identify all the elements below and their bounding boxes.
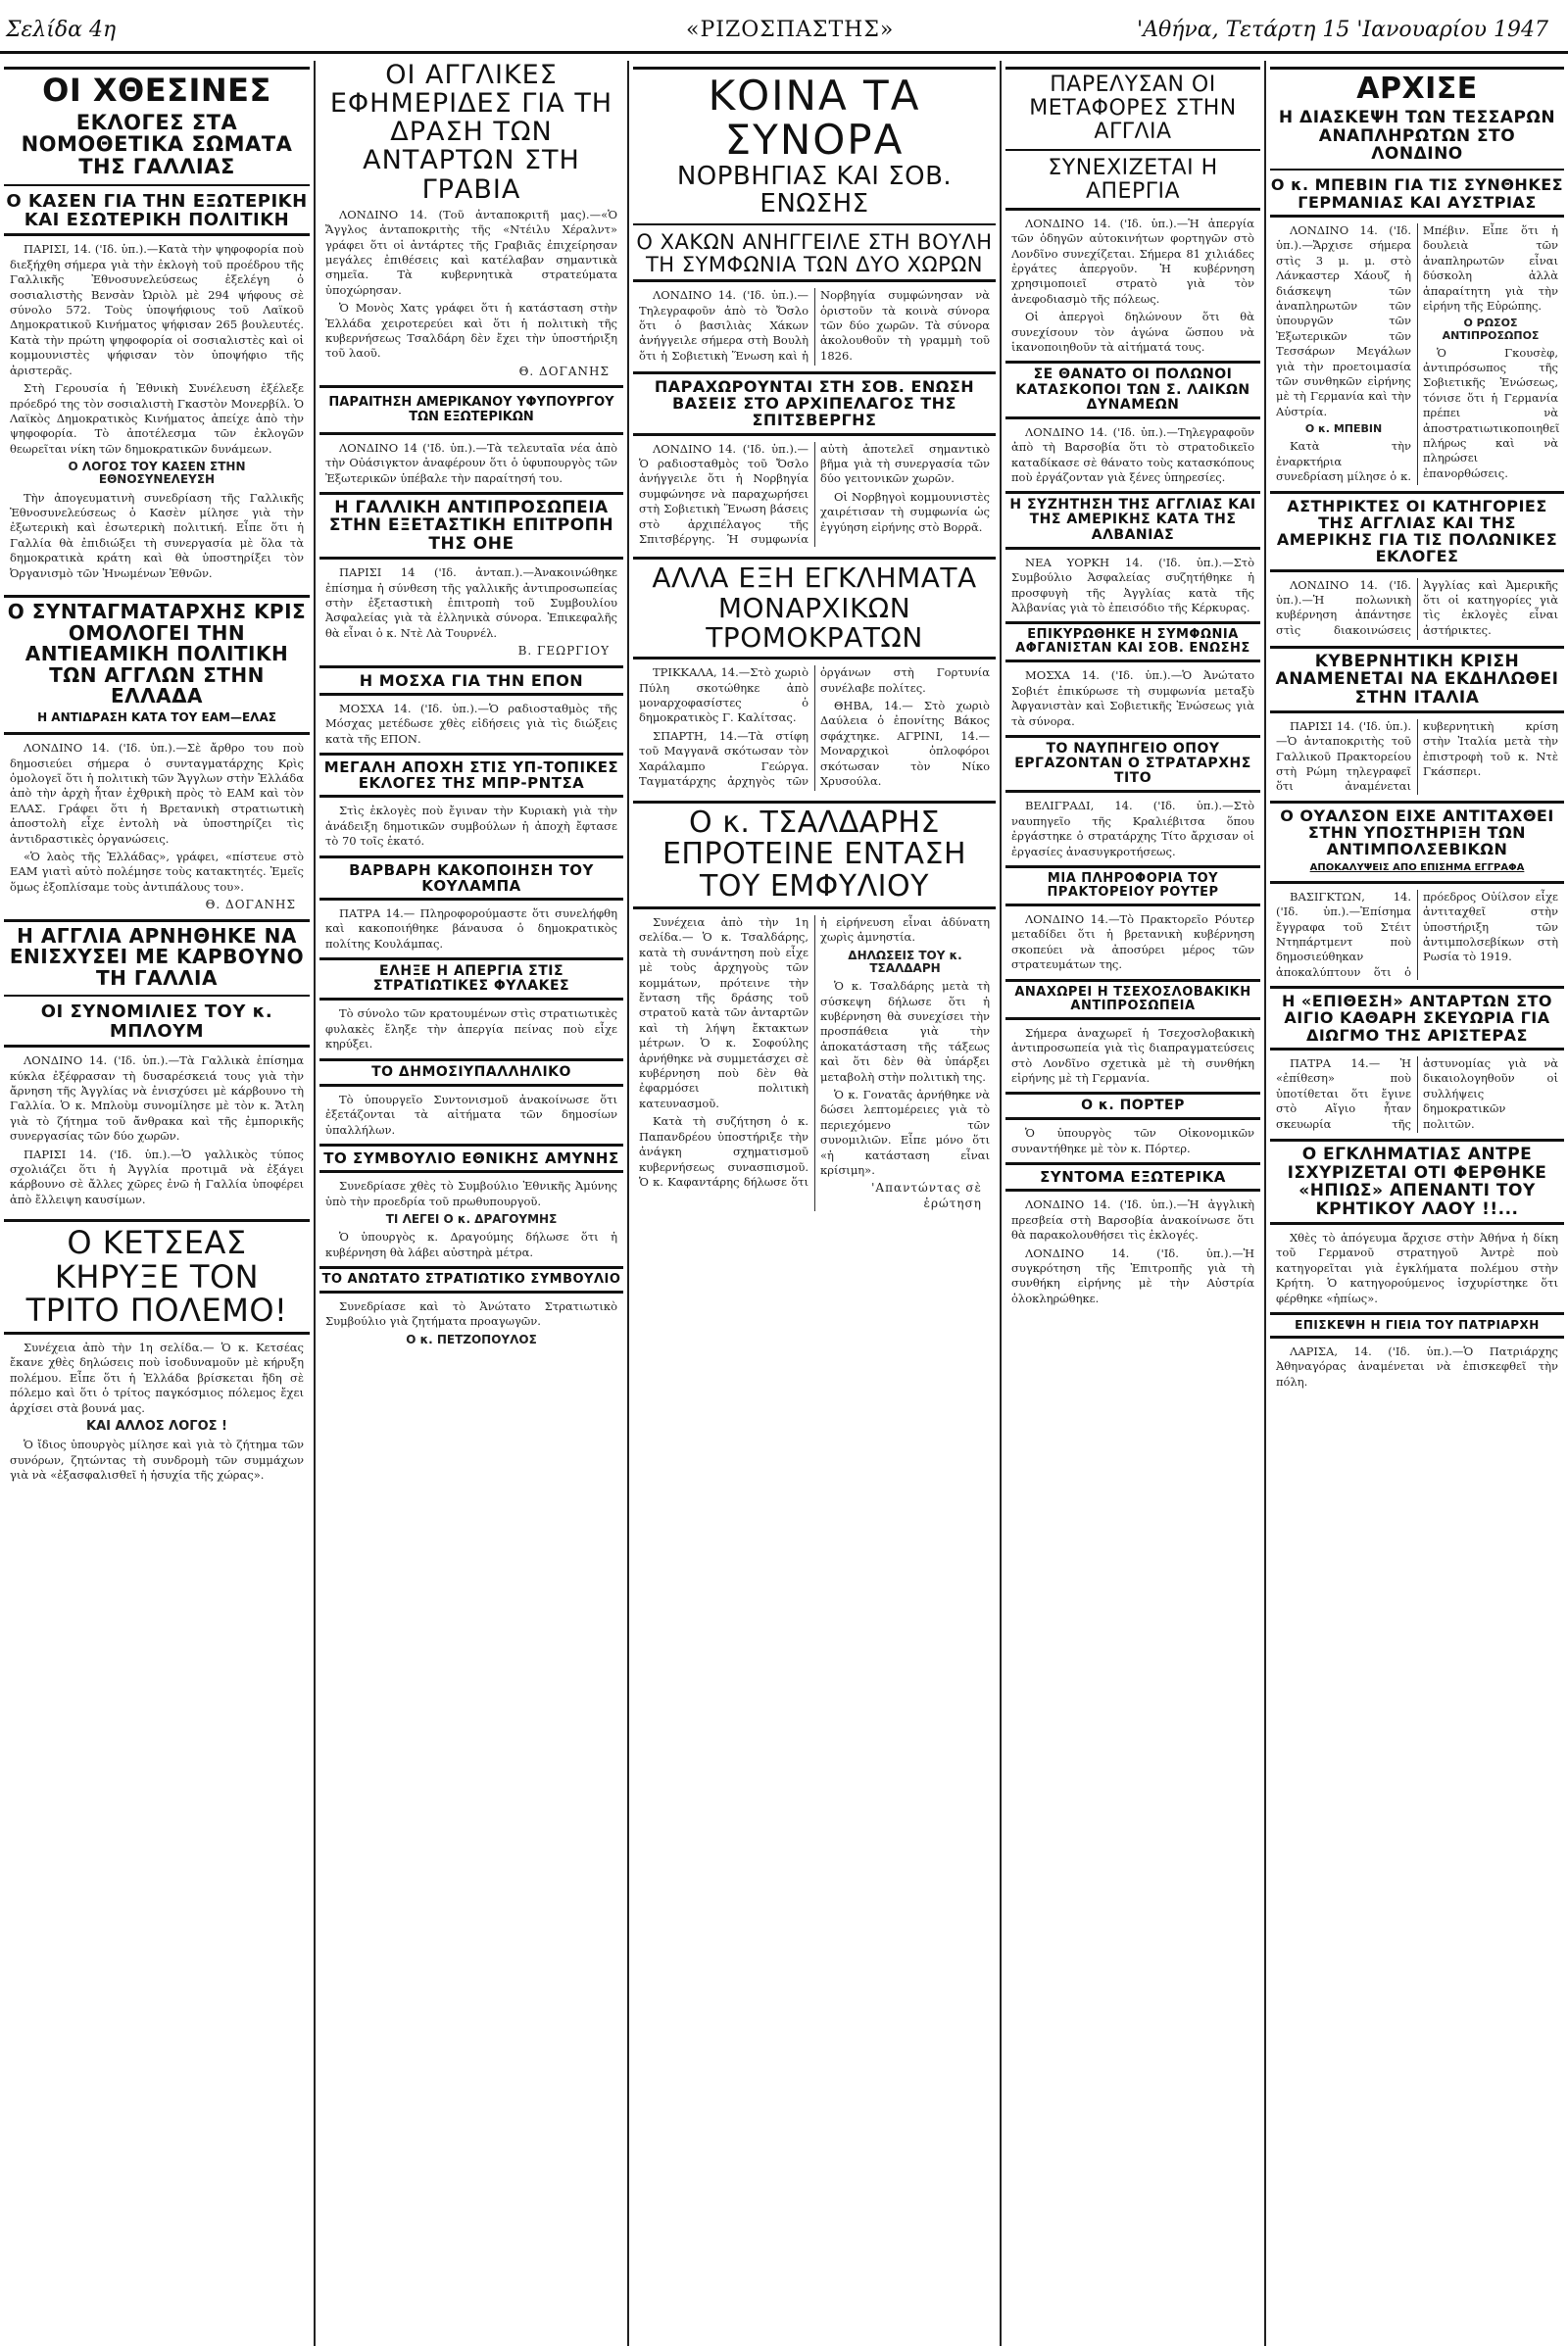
article-czech-delegation <box>1005 979 1260 1020</box>
headline: ΠΑΡΑΙΤΗΣΗ ΑΜΕΡΙΚΑΝΟΥ ΥΦΥΠΟΥΡΓΟΥ ΤΩΝ ΕΞΩΤΕΡΙΚΩΝ <box>328 395 614 424</box>
article-body: ΛΟΝΔΙΝΟ 14. ('Ιδ. ὑπ.).—Τηλεγραφοῦν ἀπὸ τὸ Ὄσλο ὅτι ὁ βασιλιὰς Χάκων ἀνήγγειλε σήμερα στὴ Βουλὴ ὅτι ἡ Σοβιετικὴ Ἕνωση καὶ ἡ Νορβηγία συμφώνησαν νὰ ὁριστοῦν τὰ κοινὰ σύνορα τῶν δύο χωρῶν. Τὰ σύνορα ἀκολουθοῦν τὴ γραμμὴ τοῦ 1826. <box>639 288 990 363</box>
column-5: ΑΡΧΙΣΕ Η ΔΙΑΣΚΕΨΗ ΤΩΝ ΤΕΣΣΑΡΩΝ ΑΝΑΠΛΗΡΩΤΩΝ ΣΤΟ ΛΟΝΔΙΝΟ Ο κ. ΜΠΕΒΙΝ ΓΙΑ ΤΙΣ ΣΥΝΘΗΚΕΣ ΓΕΡΜΑΝΙΑΣ ΚΑΙ ΑΥΣΤΡΙΑΣ ΛΟΝΔΙΝΟ 14. ('Ιδ. ὑπ.).—Ἄρχισε σήμερα στὶς 3 μ. μ. στὸ Λάνκαστερ Χάουζ ἡ διάσκεψη τῶν ἀναπληρωτῶν τῶν ὑπουργῶν τῶν Ἐξωτερικῶν τῶν Τεσσάρων Μεγάλων γιὰ τὴν προετοιμασία τῶν συνθηκῶν εἰρήνης μὲ τὴ Γερμανία καὶ τὴν Αὐστρία. Ο κ. ΜΠΕΒΙΝ Κατὰ τὴν ἐναρκτήρια συνεδρίαση μίλησε ὁ κ. Μπέβιν. Εἶπε ὅτι ἡ δουλειὰ τῶν ἀναπληρωτῶν εἶναι δύσκολη ἀλλὰ ἀπαραίτητη γιὰ τὴν εἰρήνη τῆς Εὐρώπης. Ο ΡΩΣΟΣ ΑΝΤΙΠΡΟΣΩΠΟΣ Ὁ Γκουσὲφ, ἀντιπρόσωπος τῆς Σοβιετικῆς Ἑνώσεως, τόνισε ὅτι ἡ Γερμανία πρέπει νὰ ἀποστρατιωτικοποιηθεῖ πλήρως καὶ νὰ πληρώσει ἐπανορθώσεις. ΑΣΤΗΡΙΚΤΕΣ ΟΙ ΚΑΤΗΓΟΡΙΕΣ ΤΗΣ ΑΓΓΛΙΑΣ ΚΑΙ ΤΗΣ ΑΜΕΡΙΚΗΣ ΓΙΑ ΤΙΣ ΠΟΛΩΝΙΚΕΣ ΕΚΛΟΓΕΣ ΛΟΝΔΙΝΟ 14. ('Ιδ. ὑπ.).—Ἡ πολωνικὴ κυβέρνηση ἀπάντησε στὶς διακοινώσεις Ἀγγλίας καὶ Ἀμερικῆς ὅτι οἱ κατηγορίες γιὰ τὶς ἐκλογὲς εἶναι ἀστήρικτες. ΚΥΒΕΡΝΗΤΙΚΗ ΚΡΙΣΗ ΑΝΑΜΕΝΕΤΑΙ ΝΑ ΕΚΔΗΛΩΘΕΙ ΣΤΗΝ ΙΤΑΛΙΑ ΠΑΡΙΣΙ 14. ('Ιδ. ὑπ.).—Ὁ ἀνταποκριτὴς τοῦ Γαλλικοῦ Πρακτορείου στὴ Ρώμη τηλεγραφεῖ ὅτι ἀναμένεται κυβερνητικὴ κρίση στὴν Ἰταλία μετὰ τὴν ἐπιστροφὴ τοῦ κ. Ντὲ Γκάσπερι. Ο ΟΥΑΛΣΟΝ ΕΙΧΕ ΑΝΤΙΤΑΧΘΕΙ ΣΤΗΝ ΥΠΟΣΤΗΡΙΞΗ ΤΩΝ ΑΝΤΙΜΠΟΛΣΕΒΙΚΩΝ ΑΠΟΚΑΛΥΨΕΙΣ ΑΠΟ ΕΠΙΣΗΜΑ ΕΓΓΡΑΦΑ ΒΑΣΙΓΚΤΩΝ, 14. ('Ιδ. ὑπ.).—Ἐπίσημα ἔγγραφα τοῦ Στέιτ Ντηπάρτμεντ ποὺ δημοσιεύθηκαν ἀποκαλύπτουν ὅτι ὁ πρόεδρος Οὐίλσον εἶχε ἀντιταχθεῖ στὴν ὑποστήριξη τῶν ἀντιμπολσεβίκων στὴ Ρωσία τὸ 1919. Η «ΕΠΙΘΕΣΗ» ΑΝΤΑΡΤΩΝ ΣΤΟ ΑΙΓΙΟ ΚΑΘΑΡΗ ΣΚΕΥΩΡΙΑ ΓΙΑ ΔΙΩΓΜΟ ΤΗΣ ΑΡΙΣΤΕΡΑΣ ΠΑΤΡΑ 14.— Ἡ «ἐπίθεση» ποὺ ὑποτίθεται ὅτι ἔγινε στὸ Αἴγιο ἦταν σκευωρία τῆς ἀστυνομίας γιὰ νὰ δικαιολογηθοῦν οἱ συλλήψεις δημοκρατικῶν πολιτῶν. Ο ΕΓΚΛΗΜΑΤΙΑΣ ΑΝΤΡΕ ΙΣΧΥΡΙΖΕΤΑΙ ΟΤΙ ΦΕΡΘΗΚΕ «ΗΠΙΩΣ» ΑΠΕΝΑΝΤΙ ΤΟΥ ΚΡΗΤΙΚΟΥ ΛΑΟΥ !!... Χθὲς τὸ ἀπόγευμα ἄρχισε στὴν Ἀθήνα ἡ δίκη τοῦ Γερμανοῦ στρατηγοῦ Ἀντρὲ ποὺ κατηγορεῖται γιὰ ἐγκλήματα πολέμου στὴν Κρήτη. Ὁ κατηγορούμενος ἰσχυρίστηκε ὅτι φέρθηκε «ἠπίως». ΕΠΙΣΚΕΨΗ Η ΓΙΕΙΑ ΤΟΥ ΠΑΤΡΙΑΡΧΗ ΛΑΡΙΣΑ, 14. ('Ιδ. ὑπ.).—Ὁ Πατριάρχης Ἀθηναγόρας ἀναμένεται νὰ ἐπισκεφθεῖ τὴν πόλη. <box>1270 61 1564 2346</box>
column-1 <box>4 61 310 2346</box>
article-polish-spies <box>1005 361 1260 418</box>
column-4: ΠΑΡΕΛΥΣΑΝ ΟΙ ΜΕΤΑΦΟΡΕΣ ΣΤΗΝ ΑΓΓΛΙΑ ΣΥΝΕΧΙΖΕΤΑΙ Η ΑΠΕΡΓΙΑ ΛΟΝΔΙΝΟ 14. ('Ιδ. ὑπ.).—Ἡ ἀπεργία τῶν ὁδηγῶν αὐτοκινήτων φορτηγῶν στὸ Λονδῖνο συνεχίζεται. Σήμερα 81 χιλιάδες ἐργάτες ἀπεργοῦν. Ἡ κυβέρνηση χρησιμοποιεῖ στρατὸ γιὰ τὸν ἀνεφοδιασμὸ τῆς πόλεως. Οἱ ἀπεργοὶ δηλώνουν ὅτι θὰ συνεχίσουν τὸν ἀγώνα ὥσπου νὰ ἱκανοποιηθοῦν τὰ αἰτήματά τους. ΣΕ ΘΑΝΑΤΟ ΟΙ ΠΟΛΩΝΟΙ ΚΑΤΑΣΚΟΠΟΙ ΤΩΝ Σ. ΛΑΙΚΩΝ ΔΥΝΑΜΕΩΝ ΛΟΝΔΙΝΟ 14. ('Ιδ. ὑπ.).—Τηλεγραφοῦν ἀπὸ τὴ Βαρσοβία ὅτι τὸ στρατοδικεῖο καταδίκασε σὲ θάνατο τοὺς κατασκόπους ποὺ ἐργάζονταν γιὰ ξένες ὑπηρεσίες. Η ΣΥΖΗΤΗΣΗ ΤΗΣ ΑΓΓΛΙΑΣ ΚΑΙ ΤΗΣ ΑΜΕΡΙΚΗΣ ΚΑΤΑ ΤΗΣ ΑΛΒΑΝΙΑΣ ΝΕΑ ΥΟΡΚΗ 14. ('Ιδ. ὑπ.).—Στὸ Συμβούλιο Ἀσφαλείας συζητήθηκε ἡ προσφυγὴ τῆς Ἀγγλίας κατὰ τῆς Ἀλβανίας γιὰ τὸ ἐπεισόδιο τῆς Κέρκυρας. ΕΠΙΚΥΡΩΘΗΚΕ Η ΣΥΜΦΩΝΙΑ ΑΦΓΑΝΙΣΤΑΝ ΚΑΙ ΣΟΒ. ΕΝΩΣΗΣ ΜΟΣΧΑ 14. ('Ιδ. ὑπ.).—Ὁ Ἀνώτατο Σοβιέτ ἐπικύρωσε τὴ συμφωνία μεταξὺ Ἀφγανιστὰν καὶ Σοβιετικῆς Ἑνώσεως γιὰ τὰ σύνορα. ΤΟ ΝΑΥΠΗΓΕΙΟ ΟΠΟΥ ΕΡΓΑΖΟΝΤΑΝ Ο ΣΤΡΑΤΑΡΧΗΣ ΤΙΤΟ ΒΕΛΙΓΡΑΔΙ, 14. ('Ιδ. ὑπ.).—Στὸ ναυπηγεῖο τῆς Κραλιέβιτσα ὅπου ἐργάστηκε ὁ στρατάρχης Τίτο ἄρχισαν οἱ ἐργασίες ἀνασυγκροτήσεως. ΜΙΑ ΠΛΗΡΟΦΟΡΙΑ ΤΟΥ ΠΡΑΚΤΟΡΕΙΟΥ ΡΟΥΤΕΡ ΛΟΝΔΙΝΟ 14.—Τὸ Πρακτορεῖο Ρόυτερ μεταδίδει ὅτι ἡ βρετανικὴ κυβέρνηση σκοπεύει νὰ ἀποσύρει μέρος τῶν στρατευμάτων της. ΑΝΑΧΩΡΕΙ Η ΤΣΕΧΟΣΛΟΒΑΚΙΚΗ ΑΝΤΙΠΡΟΣΩΠΕΙΑ Σήμερα ἀναχωρεῖ ἡ Τσεχοσλοβακικὴ ἀντιπροσωπεία γιὰ τὶς διαπραγματεύσεις στὸ Λονδῖνο σχετικὰ μὲ τὴ συνθήκη εἰρήνης μὲ τὴ Γερμανία. Ο κ. ΠΟΡΤΕΡ Ὁ ὑπουργὸς τῶν Οἰκονομικῶν συναντήθηκε μὲ τὸν κ. Πόρτερ. ΣΥΝΤΟΜΑ ΕΞΩΤΕΡΙΚΑ ΛΟΝΔΙΝΟ 14. ('Ιδ. ὑπ.).—Ἡ ἀγγλικὴ πρεσβεία στὴ Βαρσοβία ἀνακοίνωσε ὅτι θὰ παρακολουθήσει τὶς ἐκλογές. ΛΟΝΔΙΝΟ 14. ('Ιδ. ὑπ.).—Ἡ συγκρότηση τῆς Ἐπιτροπῆς γιὰ τὴ συνθήκη εἰρήνης μὲ τὴν Αὐστρία ὁλοκληρώθηκε. <box>1005 61 1260 2346</box>
article-body: ΛΟΝΔΙΝΟ 14. ('Ιδ. ὑπ.).—Τὰ Γαλλικὰ ἐπίσημα κύκλα ἐξέφρασαν τὴ δυσαρέσκειά τους γιὰ τὴν ἄρνηση τῆς Ἀγγλίας νὰ ἐνισχύσει μὲ κάρβουνο τὴ Γαλλία. Ὁ κ. Μπλοὺμ συνομίλησε μὲ τὸν κ. Ἄτλη γιὰ τὸ ζήτημα τοῦ ἄνθρακα καὶ τῆς ἐμπορικῆς συνεργασίας τῶν δύο χωρῶν. ΠΑΡΙΣΙ 14. ('Ιδ. ὑπ.).—Ὁ γαλλικὸς τύπος σχολιάζει ὅτι ἡ Ἀγγλία προτιμᾶ νὰ ἐξάγει κάρβουνο σὲ ἄλλες χῶρες ἐνῶ ἡ Γαλλία ὑποφέρει ἀπὸ ἔλλειψη καυσίμων. <box>10 1053 304 1206</box>
issue-date: 'Αθήνα, Τετάρτη 15 'Ιανουαρίου 1947 <box>1137 18 1548 42</box>
subheadline: ΟΙ ΣΥΝΟΜΙΛΙΕΣ ΤΟΥ κ. ΜΠΛΟΥΜ <box>40 1002 273 1042</box>
closing-line: 'Απαντώντας σὲ ἐρώτηση <box>871 1181 982 1210</box>
headline: Η ΣΥΖΗΤΗΣΗ ΤΗΣ ΑΓΓΛΙΑΣ ΚΑΙ ΤΗΣ ΑΜΕΡΙΚΗΣ ΚΑΤΑ ΤΗΣ ΑΛΒΑΝΙΑΣ <box>1009 497 1256 543</box>
article-albania <box>1005 491 1260 549</box>
headline: ΑΡΧΙΣΕ <box>1356 72 1478 106</box>
section-subhead: Ο κ. ΠΕΤΖΟΠΟΥΛΟΣ <box>406 1332 537 1346</box>
page-number: Σελίδα 4η <box>6 18 117 42</box>
section-subhead: ΔΗΛΩΣΕΙΣ ΤΟΥ κ. ΤΣΑΛΔΑΡΗ <box>848 948 962 976</box>
author-signature: Θ. ΔΟΓΑΝΗΣ <box>205 898 296 912</box>
headline: ΑΛΛΑ ΕΞΗ ΕΓΚΛΗΜΑΤΑ ΜΟΝΑΡΧΙΚΩΝ ΤΡΟΜΟΚΡΑΤΩΝ <box>652 562 977 654</box>
headline: Ο κ. ΠΟΡΤΕΡ <box>1081 1098 1185 1114</box>
article-wilson <box>1270 801 1564 884</box>
article-un-commission <box>319 492 623 560</box>
article-spitsbergen <box>633 371 996 436</box>
article-aigio <box>1270 986 1564 1051</box>
column-divider <box>314 61 316 2346</box>
headline: ΣΕ ΘΑΝΑΤΟ ΟΙ ΠΟΛΩΝΟΙ ΚΑΤΑΣΚΟΠΟΙ ΤΩΝ Σ. ΛΑΙΚΩΝ ΔΥΝΑΜΕΩΝ <box>1015 367 1250 413</box>
column-2: ΟΙ ΑΓΓΛΙΚΕΣ ΕΦΗΜΕΡΙΔΕΣ ΓΙΑ ΤΗ ΔΡΑΣΗ ΤΩΝ ΑΝΤΑΡΤΩΝ ΣΤΗ ΓΡΑΒΙΑ ΛΟΝΔΙΝΟ 14. (Τοῦ ἀνταποκριτῆ μας).—«Ὁ Ἄγγλος ἀνταποκριτὴς τῆς «Ντέιλυ Χέραλντ» γράφει ὅτι οἱ ἀντάρτες τῆς Γραβιᾶς ἐπιχείρησαν μεγάλες ἐπιθέσεις καὶ κατέλαβαν σημαντικὰ σημεῖα. Τὰ κυβερνητικὰ στρατεύματα ὑποχώρησαν. Ὁ Μονὸς Χατς γράφει ὅτι ἡ κατάσταση στὴν Ἑλλάδα χειροτερεύει καὶ ὅτι ἡ πολιτικὴ τῆς κυβερνήσεως Τσαλδάρη δὲν ἔχει τὴν ὑποστήριξη τοῦ λαοῦ. Θ. ΔΟΓΑΝΗΣ ΠΑΡΑΙΤΗΣΗ ΑΜΕΡΙΚΑΝΟΥ ΥΦΥΠΟΥΡΓΟΥ ΤΩΝ ΕΞΩΤΕΡΙΚΩΝ ΛΟΝΔΙΝΟ 14 ('Ιδ. ὑπ.).—Τὰ τελευταῖα νέα ἀπὸ τὴν Οὐάσιγκτον ἀναφέρουν ὅτι ὁ ὑφυπουργὸς τῶν Ἐξωτερικῶν ὑπέβαλε τὴν παραίτησή του. Η ΓΑΛΛΙΚΗ ΑΝΤΙΠΡΟΣΩΠΕΙΑ ΣΤΗΝ ΕΞΕΤΑΣΤΙΚΗ ΕΠΙΤΡΟΠΗ ΤΗΣ ΟΗΕ ΠΑΡΙΣΙ 14 ('Ιδ. ἀνταπ.).—Ἀνακοινώθηκε ἐπίσημα ἡ σύνθεση τῆς γαλλικῆς ἀντιπροσωπείας στὴν ἐξεταστικὴ ἐπιτροπὴ τοῦ Συμβουλίου Ἀσφαλείας γιὰ τὰ ἑλληνικὰ σύνορα. Ἐπικεφαλῆς θὰ εἶναι ὁ κ. Ντὲ Λὰ Τουρνέλ. Β. ΓΕΩΡΓΙΟΥ Η ΜΟΣΧΑ ΓΙΑ ΤΗΝ ΕΠΟΝ ΜΟΣΧΑ 14. ('Ιδ. ὑπ.).—Ὁ ραδιοσταθμὸς τῆς Μόσχας μετέδωσε χθὲς εἰδήσεις γιὰ τὶς διώξεις κατὰ τῆς ΕΠΟΝ. ΜΕΓΑΛΗ ΑΠΟΧΗ ΣΤΙΣ ΥΠ-ΤΟΠΙΚΕΣ ΕΚΛΟΓΕΣ ΤΗΣ ΜΠΡ-ΡΝΤΣΑ Στὶς ἐκλογὲς ποὺ ἔγιναν τὴν Κυριακὴ γιὰ τὴν ἀνάδειξη δημοτικῶν συμβούλων ἡ ἀποχὴ ἔφτασε τὸ 70 τοῖς ἑκατό. ΒΑΡΒΑΡΗ ΚΑΚΟΠΟΙΗΣΗ ΤΟΥ ΚΟΥΛΑΜΠΑ ΠΑΤΡΑ 14.— Πληροφορούμαστε ὅτι συνελήφθη καὶ κακοποιήθηκε βάναυσα ὁ δημοκρατικὸς πολίτης Κουλάμπας. ΕΛΗΞΕ Η ΑΠΕΡΓΙΑ ΣΤΙΣ ΣΤΡΑΤΙΩΤΙΚΕΣ ΦΥΛΑΚΕΣ Τὸ σύνολο τῶν κρατουμένων στὶς στρατιωτικὲς φυλακὲς ἔληξε τὴν ἀπεργία πείνας ποὺ εἶχε κηρύξει. ΤΟ ΔΗΜΟΣΙΥΠΑΛΛΗΛΙΚΟ Τὸ ὑπουργεῖο Συντονισμοῦ ἀνακοίνωσε ὅτι ἐξετάζονται τὰ αἰτήματα τῶν δημοσίων ὑπαλλήλων. ΤΟ ΣΥΜΒΟΥΛΙΟ ΕΘΝΙΚΗΣ ΑΜΥΝΗΣ Συνεδρίασε χθὲς τὸ Συμβούλιο Ἐθνικῆς Ἀμύνης ὑπὸ τὴν προεδρία τοῦ πρωθυπουργοῦ. ΤΙ ΛΕΓΕΙ Ο κ. ΔΡΑΓΟΥΜΗΣ Ὁ ὑπουργὸς κ. Δραγούμης δήλωσε ὅτι ἡ κυβέρνηση θὰ λάβει αὐστηρὰ μέτρα. ΤΟ ΑΝΩΤΑΤΟ ΣΤΡΑΤΙΩΤΙΚΟ ΣΥΜΒΟΥΛΙΟ Συνεδρίασε καὶ τὸ Ἀνώτατο Στρατιωτικὸ Συμβούλιο γιὰ ζητήματα προαγωγῶν. Ο κ. ΠΕΤΖΟΠΟΥΛΟΣ <box>319 61 623 2346</box>
headline-deck: ΕΚΛΟΓΕΣ ΣΤΑ ΝΟΜΟΘΕΤΙΚΑ ΣΩΜΑΤΑ ΤΗΣ ΓΑΛΛΙΑΣ <box>21 110 293 178</box>
article-body: ΛΟΝΔΙΝΟ 14. ('Ιδ. ὑπ.).—Σὲ ἄρθρο του ποὺ δημοσιεύει σήμερα ὁ συνταγματάρχης Κρὶς ὁμολογεῖ ὅτι ἡ πολιτικὴ τῶν Ἄγγλων στὴν Ἑλλάδα ἀπὸ τὴν ἀρχὴ ἦταν ἐχθρικὴ πρὸς τὸ ΕΑΜ καὶ τὸν ΕΛΑΣ. Γράφει ὅτι ἡ Βρετανικὴ στρατιωτικὴ ἀποστολὴ εἶχε ἐντολὴ νὰ ὑποστηρίζει τὶς ἀντιδραστικὲς ὀργανώσεις. «Ὁ λαὸς τῆς Ἑλλάδας», γράφει, «πίστευε στὸ ΕΑΜ γιατὶ αὐτὸ πολέμησε τοὺς κατακτητές. Ἐμεῖς ὅμως ἐξοπλίσαμε τοὺς ἀντιπάλους του». Θ. ΔΟΓΑΝΗΣ <box>10 741 304 912</box>
article-patriarch <box>1270 1312 1564 1339</box>
headline: Η ΑΓΓΛΙΑ ΑΡΝΗΘΗΚΕ ΝΑ ΕΝΙΣΧΥΣΕΙ ΜΕ ΚΑΡΒΟΥΝΟ ΤΗ ΓΑΛΛΙΑ <box>9 923 305 990</box>
article-polish-elections <box>1270 491 1564 572</box>
article-crimes <box>633 557 996 660</box>
headline: ΕΠΙΣΚΕΨΗ Η ΓΙΕΙΑ ΤΟΥ ΠΑΤΡΙΑΡΧΗ <box>1295 1317 1540 1332</box>
headline-deck: Η ΔΙΑΣΚΕΨΗ ΤΩΝ ΤΕΣΣΑΡΩΝ ΑΝΑΠΛΗΡΩΤΩΝ ΣΤΟ ΛΟΝΔΙΝΟ <box>1278 108 1556 165</box>
article-norway-ussr <box>633 67 996 282</box>
article-prison-strike <box>319 957 623 1001</box>
article-gravia: ΟΙ ΑΓΓΛΙΚΕΣ ΕΦΗΜΕΡΙΔΕΣ ΓΙΑ ΤΗ ΔΡΑΣΗ ΤΩΝ ΑΝΤΑΡΤΩΝ ΣΤΗ ΓΡΑΒΙΑ ΛΟΝΔΙΝΟ 14. (Τοῦ ἀνταποκριτῆ μας).—«Ὁ Ἄγγλος ἀνταποκριτὴς τῆς «Ντέιλυ Χέραλντ» γράφει ὅτι οἱ ἀντάρτες τῆς Γραβιᾶς ἐπιχείρησαν μεγάλες ἐπιθέσεις καὶ κατέλαβαν σημαντικὰ σημεῖα. Τὰ κυβερνητικὰ στρατεύματα ὑποχώρησαν. Ὁ Μονὸς Χατς γράφει ὅτι ἡ κατάσταση στὴν Ἑλλάδα χειροτερεύει καὶ ὅτι ἡ πολιτικὴ τῆς κυβερνήσεως Τσαλδάρη δὲν ἔχει τὴν ὑποστήριξη τοῦ λαοῦ. Θ. ΔΟΓΑΝΗΣ <box>319 61 623 379</box>
article-military-council <box>319 1266 623 1294</box>
section-subhead: Ο κ. ΜΠΕΒΙΝ <box>1304 422 1383 436</box>
article-body: Συνέχεια ἀπὸ τὴν 1η σελίδα.— Ὁ κ. Κετσέας ἔκανε χθὲς δηλώσεις ποὺ ἰσοδυναμοῦν μὲ κήρυξη πολέμου. Εἶπε ὅτι ἡ Ἑλλάδα βρίσκεται ἤδη σὲ πόλεμο καὶ ὅτι ὁ τρίτος παγκόσμιος πόλεμος ἔχει ἀρχίσει στὰ βουνά μας. ΚΑΙ ΑΛΛΟΣ ΛΟΓΟΣ ! Ὁ ἴδιος ὑπουργὸς μίλησε καὶ γιὰ τὸ ζήτημα τῶν συνόρων, ζητώντας τὴ συνδρομὴ τῶν συμμάχων γιὰ νὰ «ἐξασφαλισθεῖ ἡ ἡσυχία τῆς χώρας». <box>10 1340 304 1483</box>
headline: Η ΜΟΣΧΑ ΓΙΑ ΤΗΝ ΕΠΟΝ <box>359 670 584 690</box>
column-divider <box>627 61 629 2346</box>
masthead <box>0 0 1568 55</box>
subheadline: Ο κ. ΜΠΕΒΙΝ ΓΙΑ ΤΙΣ ΣΥΝΘΗΚΕΣ ΓΕΡΜΑΝΙΑΣ ΚΑΙ ΑΥΣΤΡΙΑΣ <box>1270 175 1564 212</box>
article-krise <box>4 595 310 735</box>
author-signature: Θ. ΔΟΓΑΝΗΣ <box>518 364 610 378</box>
article-london-conference <box>1270 67 1564 218</box>
headline: ΟΙ ΑΓΓΛΙΚΕΣ ΕΦΗΜΕΡΙΔΕΣ ΓΙΑ ΤΗ ΔΡΑΣΗ ΤΩΝ ΑΝΤΑΡΤΩΝ ΣΤΗ ΓΡΑΒΙΑ <box>329 61 613 205</box>
headline: ΑΣΤΗΡΙΚΤΕΣ ΟΙ ΚΑΤΗΓΟΡΙΕΣ ΤΗΣ ΑΓΓΛΙΑΣ ΚΑΙ ΤΗΣ ΑΜΕΡΙΚΗΣ ΓΙΑ ΤΙΣ ΠΟΛΩΝΙΚΕΣ ΕΚΛΟΓΕΣ <box>1276 496 1558 566</box>
article-andre-trial <box>1270 1139 1564 1224</box>
subheadline: ΣΥΝΕΧΙΖΕΤΑΙ Η ΑΠΕΡΓΙΑ <box>1048 156 1218 204</box>
article-koulampas <box>319 855 623 901</box>
headline: Η ΓΑΛΛΙΚΗ ΑΝΤΙΠΡΟΣΩΠΕΙΑ ΣΤΗΝ ΕΞΕΤΑΣΤΙΚΗ ΕΠΙΤΡΟΠΗ ΤΗΣ ΟΗΕ <box>328 498 614 554</box>
article-body: ΠΑΡΙΣΙ, 14. ('Ιδ. ὑπ.).—Κατὰ τὴν ψηφοφορία ποὺ διεξήχθη σήμερα γιὰ τὴν ἐκλογὴ τοῦ προέδρου τῆς Γαλλικῆς Ἐθνοσυνελεύσεως ἐξελέγη ὁ σοσιαλιστὴς Βενσὰν Ὠριὸλ μὲ 294 ψήφους σὲ σύνολο 572. Τοὺς ὑποψήφιους τοῦ Λαϊκοῦ Δημοκρατικοῦ Κινήματος ψήφισαν 265 βουλευτές. Κατὰ τὴν πρώτη ψηφοφορία οἱ σοσιαλιστὲς καὶ οἱ κομμουνιστὲς ψήφισαν τὸν ὑποψήφιο τῆς ἀριστερᾶς. Στὴ Γερουσία ἡ Ἐθνικὴ Συνέλευση ἐξέλεξε πρόεδρό της τὸν σοσιαλιστὴ Γκαστὸν Μονερβίλ. Ὁ Λαϊκὸς Δημοκρατικὸς Κινήματος ἀπείχε ἀπὸ τὴν ψηφοφορία. Τὸ ἀποτέλεσμα τῶν ἐκλογῶν θεωρεῖται νίκη τῶν δημοκρατικῶν δυνάμεων. Ο ΛΟΓΟΣ ΤΟΥ ΚΑΣΕΝ ΣΤΗΝ ΕΘΝΟΣΥΝΕΛΕΥΣΗ Τὴν ἀπογευματινὴ συνεδρίαση τῆς Γαλλικῆς Ἐθνοσυνελεύσεως ὁ Κασὲν μίλησε γιὰ τὴν ἐξωτερικὴ καὶ ἐσωτερικὴ πολιτική. Εἶπε ὅτι ἡ Γαλλία θὰ ἐπιδιώξει τὴ συνεργασία μὲ ὅλα τὰ δημοκρατικὰ κράτη καὶ θὰ ὑποστηρίξει τὸν Ὀργανισμὸ τῶν Ἡνωμένων Ἐθνῶν. <box>10 242 304 580</box>
article-afghanistan <box>1005 621 1260 662</box>
article-body: ΤΡΙΚΚΑΛΑ, 14.—Στὸ χωριὸ Πύλη σκοτώθηκε ἀπὸ μοναρχοφασίστες ὁ δημοκρατικὸς Γ. Καλίτσας. ΣΠΑΡΤΗ, 14.—Τὰ στίφη τοῦ Μαγγανᾶ σκότωσαν τὸν Χαράλαμπο Γεώργα. Ταγματάρχης ἀρχηγὸς τῶν ὀργάνων στὴ Γορτυνία συνέλαβε πολίτες. ΘΗΒΑ, 14.— Στὸ χωριὸ Δαύλεια ὁ ἐπονίτης Βάκος σφάχτηκε. ΑΓΡΙΝΙ, 14.— Μοναρχικοὶ ὁπλοφόροι σκότωσαν τὸν Νίκο Χρυσούλα. <box>639 665 990 788</box>
headline: ΠΑΡΑΧΩΡΟΥΝΤΑΙ ΣΤΗ ΣΟΒ. ΕΝΩΣΗ ΒΑΣΕΙΣ ΣΤΟ ΑΡΧΙΠΕΛΑΓΟΣ ΤΗΣ ΣΠΙΤΣΒΕΡΓΗΣ <box>654 376 975 430</box>
headline: ΑΝΑΧΩΡΕΙ Η ΤΣΕΧΟΣΛΟΒΑΚΙΚΗ ΑΝΤΙΠΡΟΣΩΠΕΙΑ <box>1014 984 1251 1013</box>
section-subhead: Ο ΡΩΣΟΣ ΑΝΤΙΠΡΟΣΩΠΟΣ <box>1442 317 1540 342</box>
article-coal <box>4 919 310 1049</box>
subheadline: ΑΠΟΚΑΛΥΨΕΙΣ ΑΠΟ ΕΠΙΣΗΜΑ ΕΓΓΡΑΦΑ <box>1309 861 1525 873</box>
headline: ΕΛΗΞΕ Η ΑΠΕΡΓΙΑ ΣΤΙΣ ΣΤΡΑΤΙΩΤΙΚΕΣ ΦΥΛΑΚΕΣ <box>372 963 570 995</box>
headline: Ο ΕΓΚΛΗΜΑΤΙΑΣ ΑΝΤΡΕ ΙΣΧΥΡΙΖΕΤΑΙ ΟΤΙ ΦΕΡΘΗΚΕ «ΗΠΙΩΣ» ΑΠΕΝΑΝΤΙ ΤΟΥ ΚΡΗΤΙΚΟΥ ΛΑΟΥ !!... <box>1287 1145 1547 1219</box>
headline: Ο ΟΥΑΛΣΟΝ ΕΙΧΕ ΑΝΤΙΤΑΧΘΕΙ ΣΤΗΝ ΥΠΟΣΤΗΡΙΞΗ ΤΩΝ ΑΝΤΙΜΠΟΛΣΕΒΙΚΩΝ <box>1280 806 1554 859</box>
headline: ΤΟ ΑΝΩΤΑΤΟ ΣΤΡΑΤΙΩΤΙΚΟ ΣΥΜΒΟΥΛΙΟ <box>321 1272 621 1288</box>
article-abstention <box>319 753 623 798</box>
section-subhead: ΚΑΙ ΑΛΛΟΣ ΛΟΓΟΣ ! <box>86 1418 227 1434</box>
headline: Ο κ. ΤΣΑΛΔΑΡΗΣ ΕΠΡΟΤΕΙΝΕ ΕΝΤΑΣΗ ΤΟΥ ΕΜΦΥΛΙΟΥ <box>662 805 967 904</box>
article-tsaldaris <box>633 801 996 909</box>
headline: Η «ΕΠΙΘΕΣΗ» ΑΝΤΑΡΤΩΝ ΣΤΟ ΑΙΓΙΟ ΚΑΘΑΡΗ ΣΚΕΥΩΡΙΑ ΓΙΑ ΔΙΩΓΜΟ ΤΗΣ ΑΡΙΣΤΕΡΑΣ <box>1281 992 1553 1045</box>
section-subhead: Ο ΛΟΓΟΣ ΤΟΥ ΚΑΣΕΝ ΣΤΗΝ ΕΘΝΟΣΥΝΕΛΕΥΣΗ <box>68 460 246 487</box>
headline: ΠΑΡΕΛΥΣΑΝ ΟΙ ΜΕΤΑΦΟΡΕΣ ΣΤΗΝ ΑΓΓΛΙΑ <box>1029 73 1237 144</box>
article-french-elections <box>4 67 310 236</box>
headline: ΤΟ ΝΑΥΠΗΓΕΙΟ ΟΠΟΥ ΕΡΓΑΖΟΝΤΑΝ Ο ΣΤΡΑΤΑΡΧΗΣ ΤΙΤΟ <box>1014 741 1251 787</box>
subheadline: Ο ΧΑΚΩΝ ΑΝΗΓΓΕΙΛΕ ΣΤΗ ΒΟΥΛΗ ΤΗ ΣΥΜΦΩΝΙΑ ΤΩΝ ΔΥΟ ΧΩΡΩΝ <box>636 229 993 276</box>
headline: ΤΟ ΣΥΜΒΟΥΛΙΟ ΕΘΝΙΚΗΣ ΑΜΥΝΗΣ <box>323 1149 619 1168</box>
column-divider <box>1000 61 1002 2346</box>
article-foreign-briefs <box>1005 1162 1260 1192</box>
headline: ΕΠΙΚΥΡΩΘΗΚΕ Η ΣΥΜΦΩΝΙΑ ΑΦΓΑΝΙΣΤΑΝ ΚΑΙ ΣΟΒ. ΕΝΩΣΗΣ <box>1015 627 1250 657</box>
headline: Ο ΣΥΝΤΑΓΜΑΤΑΡΧΗΣ ΚΡΙΣ ΟΜΟΛΟΓΕΙ ΤΗΝ ΑΝΤΙΕΑΜΙΚΗ ΠΟΛΙΤΙΚΗ ΤΩΝ ΑΓΓΛΩΝ ΣΤΗΝ ΕΛΛΑΔΑ <box>7 599 307 709</box>
headline: ΤΟ ΔΗΜΟΣΙΥΠΑΛΛΗΛΙΚΟ <box>371 1063 571 1080</box>
headline: Ο ΚΕΤΣΕΑΣ ΚΗΡΥΞΕ ΤΟΝ ΤΡΙΤΟ ΠΟΛΕΜΟ! <box>25 1224 288 1330</box>
author-signature: Β. ΓΕΩΡΓΙΟΥ <box>517 644 610 659</box>
headline: ΚΥΒΕΡΝΗΤΙΚΗ ΚΡΙΣΗ ΑΝΑΜΕΝΕΤΑΙ ΝΑ ΕΚΔΗΛΩΘΕΙ ΣΤΗΝ ΙΤΑΛΙΑ <box>1275 651 1559 708</box>
article-body: ΛΟΝΔΙΝΟ 14. ('Ιδ. ὑπ.).—Ἄρχισε σήμερα στὶς 3 μ. μ. στὸ Λάνκαστερ Χάουζ ἡ διάσκεψη τῶν ἀναπληρωτῶν τῶν ὑπουργῶν τῶν Ἐξωτερικῶν τῶν Τεσσάρων Μεγάλων γιὰ τὴν προετοιμασία τῶν συνθηκῶν εἰρήνης μὲ τὴ Γερμανία καὶ τὴν Αὐστρία. Ο κ. ΜΠΕΒΙΝ Κατὰ τὴν ἐναρκτήρια συνεδρίαση μίλησε ὁ κ. Μπέβιν. Εἶπε ὅτι ἡ δουλειὰ τῶν ἀναπληρωτῶν εἶναι δύσκολη ἀλλὰ ἀπαραίτητη γιὰ τὴν εἰρήνη τῆς Εὐρώπης. Ο ΡΩΣΟΣ ΑΝΤΙΠΡΟΣΩΠΟΣ Ὁ Γκουσὲφ, ἀντιπρόσωπος τῆς Σοβιετικῆς Ἑνώσεως, τόνισε ὅτι ἡ Γερμανία πρέπει νὰ ἀποστρατιωτικοποιηθεῖ πλήρως καὶ νὰ πληρώσει ἐπανορθώσεις. <box>1276 223 1560 484</box>
section-subhead: ΤΙ ΛΕΓΕΙ Ο κ. ΔΡΑΓΟΥΜΗΣ <box>385 1212 558 1227</box>
subheadline: Ο ΚΑΣΕΝ ΓΙΑ ΤΗΝ ΕΞΩΤΕΡΙΚΗ ΚΑΙ ΕΣΩΤΕΡΙΚΗ ΠΟΛΙΤΙΚΗ <box>6 190 308 230</box>
article-body: Συνέχεια ἀπὸ τὴν 1η σελίδα.— Ὁ κ. Τσαλδάρης, κατὰ τὴ συνάντηση ποὺ εἶχε μὲ τοὺς ἀρχηγοὺς τῶν κομμάτων, πρότεινε τὴν ἔνταση τῆς δράσης τοῦ στρατοῦ κατὰ τῶν ἀνταρτῶν καὶ τὴ λήψη ἔκτακτων μέτρων. Ὁ κ. Σοφούλης ἀρνήθηκε νὰ συμμετάσχει σὲ κυβέρνηση ποὺ δὲν θὰ ἐφαρμόσει πολιτικὴ κατευνασμοῦ. Κατὰ τὴ συζήτηση ὁ κ. Παπανδρέου ὑποστήριξε τὴν ἀνάγκη σχηματισμοῦ κυβερνήσεως συνασπισμοῦ. Ὁ κ. Καφαντάρης δήλωσε ὅτι ἡ εἰρήνευση εἶναι ἀδύνατη χωρὶς ἀμνηστία. ΔΗΛΩΣΕΙΣ ΤΟΥ κ. ΤΣΑΛΔΑΡΗ Ὁ κ. Τσαλδάρης μετὰ τὴ σύσκεψη δήλωσε ὅτι ἡ κυβέρνηση θὰ συνεχίσει τὴν προσπάθεια γιὰ τὴν ἀποκατάσταση τῆς τάξεως καὶ ὅτι δὲν θὰ ὑπάρξει μεταβολὴ στὴν πολιτικὴ της. Ὁ κ. Γονατᾶς ἀρνήθηκε νὰ δώσει λεπτομέρειες γιὰ τὸ περιεχόμενο τῶν συνομιλιῶν. Εἶπε μόνο ὅτι «ἡ κατάσταση εἶναι κρίσιμη». 'Απαντώντας σὲ ἐρώτηση <box>639 915 990 1210</box>
column-divider <box>1264 61 1266 2346</box>
article-civil-servants <box>319 1058 623 1087</box>
headline-deck: ΝΟΡΒΗΓΙΑΣ ΚΑΙ ΣΟΒ. ΕΝΩΣΗΣ <box>676 161 953 219</box>
article-resignation <box>319 385 623 435</box>
article-defense-council <box>319 1144 623 1173</box>
headline: ΟΙ ΧΘΕΣΙΝΕΣ <box>42 72 271 109</box>
article-italy-crisis <box>1270 646 1564 713</box>
headline: ΣΥΝΤΟΜΑ ΕΞΩΤΕΡΙΚΑ <box>1040 1168 1226 1187</box>
headline: ΚΟΙΝΑ ΤΑ ΣΥΝΟΡΑ <box>708 72 921 165</box>
article-ketseas <box>4 1219 310 1335</box>
headline: ΒΑΡΒΑΡΗ ΚΑΚΟΠΟΙΗΣΗ ΤΟΥ ΚΟΥΛΑΜΠΑ <box>349 860 594 895</box>
masthead-rule <box>0 51 1568 54</box>
newspaper-title: «ΡΙΖΟΣΠΑΣΤΗΣ» <box>686 18 895 42</box>
column-3 <box>633 61 996 2346</box>
headline: ΜΕΓΑΛΗ ΑΠΟΧΗ ΣΤΙΣ ΥΠ-ΤΟΠΙΚΕΣ ΕΚΛΟΓΕΣ ΤΗΣ ΜΠΡ-ΡΝΤΣΑ <box>323 758 619 793</box>
article-reuters <box>1005 865 1260 906</box>
article-shipyard <box>1005 735 1260 793</box>
headline: ΜΙΑ ΠΛΗΡΟΦΟΡΙΑ ΤΟΥ ΠΡΑΚΤΟΡΕΙΟΥ ΡΟΥΤΕΡ <box>1047 870 1219 900</box>
article-porter <box>1005 1092 1260 1120</box>
article-uk-strike <box>1005 67 1260 211</box>
subheadline: Η ΑΝΤΙΔΡΑΣΗ ΚΑΤΑ ΤΟΥ ΕΑΜ—ΕΛΑΣ <box>37 709 276 724</box>
article-body: ΛΟΝΔΙΝΟ 14. ('Ιδ. ὑπ.).—Ὁ ραδιοσταθμὸς τοῦ Ὄσλο ἀνήγγειλε ὅτι ἡ Νορβηγία συμφώνησε νὰ παραχωρήσει στὴ Σοβιετικὴ Ἕνωση βάσεις στὸ ἀρχιπέλαγος τῆς Σπιτσβέργης. Ἡ συμφωνία αὐτὴ ἀποτελεῖ σημαντικὸ βῆμα γιὰ τὴ συνεργασία τῶν δύο γειτονικῶν χωρῶν. Οἱ Νορβηγοὶ κομμουνιστὲς χαιρέτισαν τὴ συμφωνία ὡς ἐγγύηση εἰρήνης στὸ Βορρᾶ. <box>639 441 990 546</box>
article-moscow-epon <box>319 665 623 696</box>
